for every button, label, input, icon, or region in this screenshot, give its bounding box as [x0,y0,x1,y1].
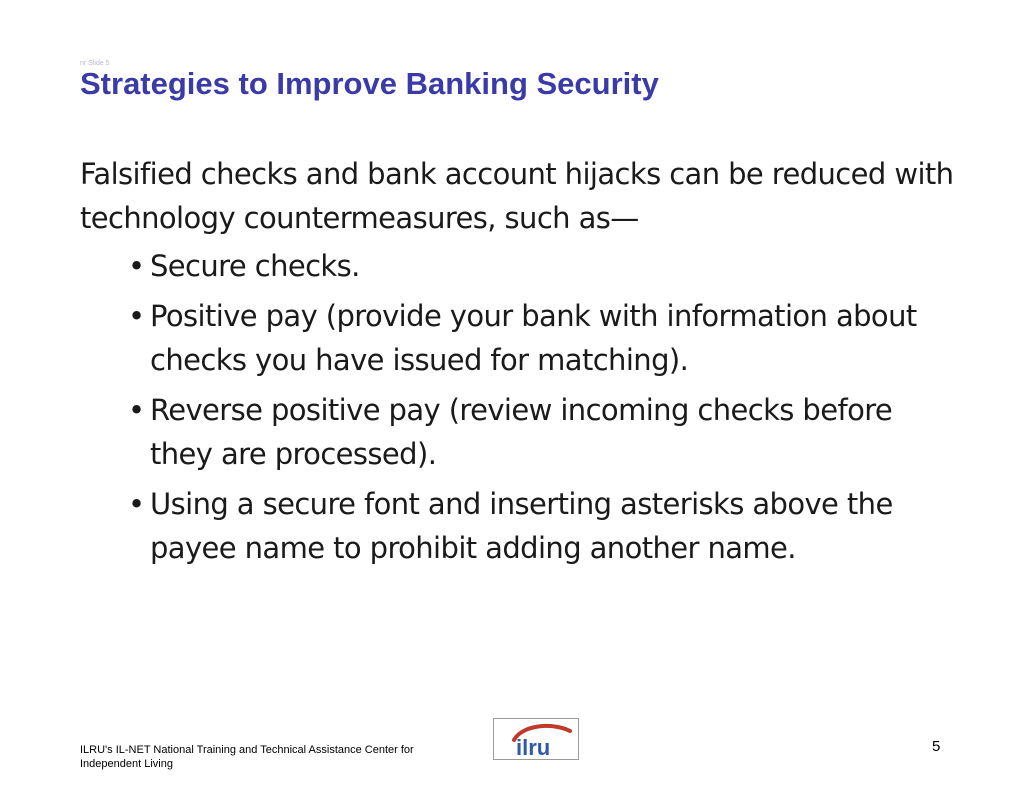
bullet-text: Reverse positive pay (review incoming checks before they are processed). [150,393,893,471]
bullet-list [80,244,960,570]
bullet-text: Secure checks. [150,249,360,283]
bullet-item [80,294,960,382]
footer-organization: ILRU's IL-NET National Training and Technical Assistance Center for Independent Living [80,744,414,770]
ilru-logo [493,718,579,760]
bullet-icon: • [128,487,145,521]
intro-paragraph: Falsified checks and bank account hijacks can be reduced with technology countermeasures, such as— [80,157,954,235]
ilru-logo-icon [494,719,578,759]
bullet-item [80,244,960,288]
slide-title: Strategies to Improve Banking Security [80,66,659,101]
bullet-icon: • [128,299,145,333]
bullet-text: Positive pay (provide your bank with information about checks you have issued for matching). [150,299,917,377]
bullet-icon: • [128,393,145,427]
slide-marker: nr Slide 5 [80,60,110,67]
bullet-item [80,388,960,476]
logo-text: ilru [516,735,551,759]
bullet-text: Using a secure font and inserting asterisks above the payee name to prohibit adding another name. [150,487,893,565]
slide-body [80,152,960,576]
bullet-icon: • [128,249,145,283]
page-number: 5 [932,738,941,755]
bullet-item [80,482,960,570]
